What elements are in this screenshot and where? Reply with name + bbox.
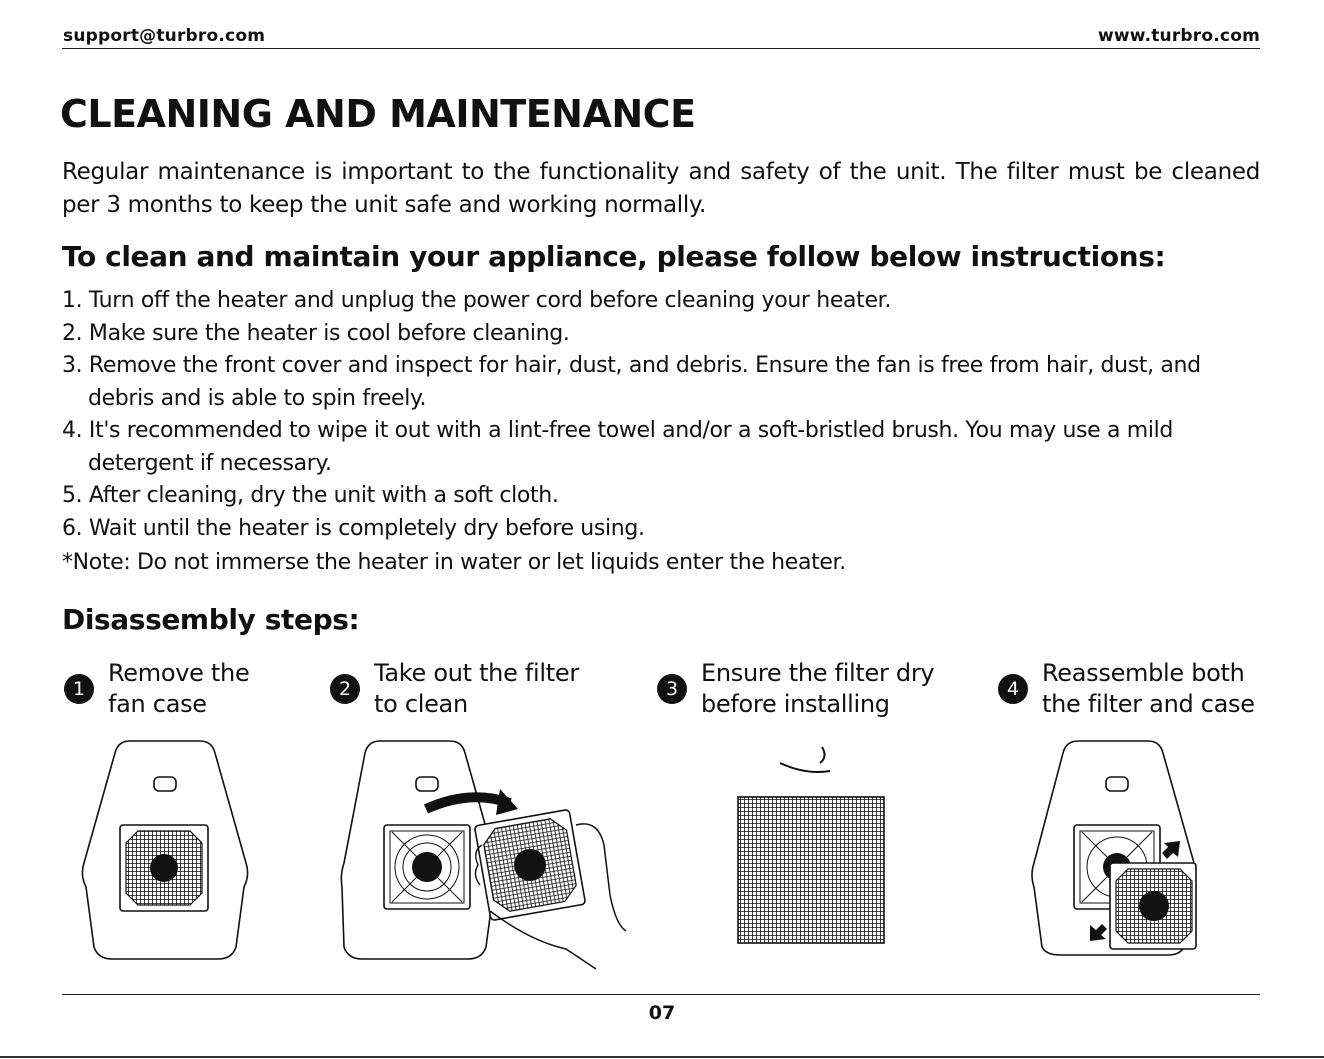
instruction-list xyxy=(62,285,1272,545)
instruction-item: 2. Make sure the heater is cool before cleaning. xyxy=(62,320,570,346)
instruction-item: 5. After cleaning, dry the unit with a soft cloth. xyxy=(62,483,559,508)
step-number-badge: 3 xyxy=(657,674,687,704)
instruction-item: 4. It's recommended to wipe it out with a lint-free towel and/or a soft-bristled brush. You may use a mild detergent if necessary. xyxy=(62,418,1173,476)
step-caption-line: Take out the filter xyxy=(374,659,579,687)
disassembly-step-1 xyxy=(64,658,249,720)
reassemble-illustration xyxy=(1030,735,1202,957)
step-caption-line: the filter and case xyxy=(1042,690,1255,718)
step-number-badge: 2 xyxy=(330,674,360,704)
step-caption-line: Remove the xyxy=(108,659,250,687)
disassembly-step-2 xyxy=(330,658,579,720)
disassembly-heading: Disassembly steps: xyxy=(62,603,360,636)
support-email[interactable]: support@turbro.com xyxy=(63,26,266,46)
disassembly-step-4 xyxy=(998,658,1255,720)
step-caption xyxy=(701,658,934,720)
instruction-item: 6. Wait until the heater is completely dry before using. xyxy=(62,515,645,541)
page-title: CLEANING AND MAINTENANCE xyxy=(60,92,696,136)
instructions-heading: To clean and maintain your appliance, please follow below instructions: xyxy=(62,240,1166,273)
heater-fan-case-illustration xyxy=(80,735,250,965)
website-link[interactable]: www.turbro.com xyxy=(1097,26,1260,46)
instruction-item: 3. Remove the front cover and inspect for hair, dust, and debris. Ensure the fan is free from hair, dust, and debris and is able to spin freely. xyxy=(62,353,1201,411)
intro-paragraph: Regular maintenance is important to the functionality and safety of the unit. The filter must be cleaned per 3 months to keep the unit safe and working normally. xyxy=(62,159,1260,218)
footer-divider xyxy=(62,994,1260,995)
instruction-item: 1. Turn off the heater and unplug the power cord before cleaning your heater. xyxy=(62,288,891,313)
disassembly-step-3 xyxy=(657,658,934,720)
step-caption-line: Reassemble both xyxy=(1042,659,1245,687)
page-edge xyxy=(0,1056,1324,1058)
safety-note: *Note: Do not immerse the heater in water or let liquids enter the heater. xyxy=(62,550,846,575)
header-divider xyxy=(62,48,1260,49)
step-caption-line: to clean xyxy=(374,690,468,718)
remove-filter-illustration xyxy=(340,735,630,971)
step-caption xyxy=(108,658,249,720)
step-number-badge: 1 xyxy=(64,674,94,704)
step-caption xyxy=(1042,658,1255,720)
page-number: 07 xyxy=(648,1002,676,1024)
step-caption xyxy=(374,658,579,720)
step-caption-line: before installing xyxy=(701,690,890,718)
dry-filter-illustration xyxy=(736,735,888,947)
step-caption-line: Ensure the filter dry xyxy=(701,659,935,687)
step-caption-line: fan case xyxy=(108,690,207,718)
step-number-badge: 4 xyxy=(998,674,1028,704)
